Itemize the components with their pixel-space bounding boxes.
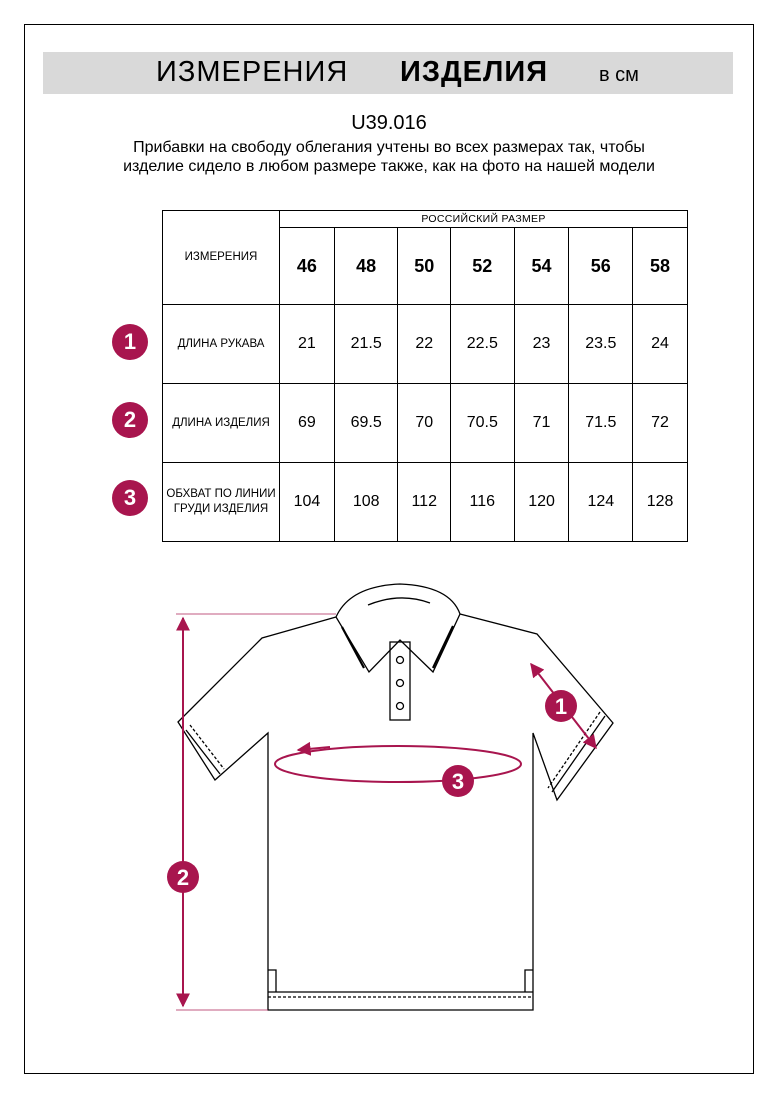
table-cell: 24 [633,305,688,384]
table-cell: 69.5 [334,384,398,463]
size-header: 58 [633,228,688,305]
marker-badge-2 [167,861,199,893]
table-cell: 120 [514,463,569,542]
fit-note: Прибавки на свободу облегания учтены во всех размерах так, чтобы изделие сидело в любом размере также, как на фото на нашей модели [123,139,655,175]
size-group-header: РОССИЙСКИЙ РАЗМЕР [280,211,688,228]
table-cell: 22.5 [450,305,514,384]
svg-text:3: 3 [451,769,465,794]
table-cell: 124 [569,463,633,542]
size-header: 46 [280,228,335,305]
table-cell: 72 [633,384,688,463]
size-header: 50 [398,228,451,305]
table-cell: 104 [280,463,335,542]
size-header: 56 [569,228,633,305]
row-number-badge: 2 [112,402,148,438]
marker-badge-3 [442,765,474,797]
table-cell: 116 [450,463,514,542]
table-cell: 71 [514,384,569,463]
table-cell: 21 [280,305,335,384]
size-header: 48 [334,228,398,305]
size-header: 54 [514,228,569,305]
table-cell: 70 [398,384,451,463]
shirt-outline [178,584,613,1010]
table-cell: 112 [398,463,451,542]
header-title-part1: ИЗМЕРЕНИЯ [156,56,349,88]
svg-text:1: 1 [554,694,568,719]
row-label: ОБХВАТ ПО ЛИНИИ ГРУДИ ИЗДЕЛИЯ [163,463,280,542]
marker-badge-1 [545,690,577,722]
row-label: ДЛИНА ИЗДЕЛИЯ [163,384,280,463]
header-unit: в см [599,64,639,86]
table-cell: 70.5 [450,384,514,463]
header-title-part2: ИЗДЕЛИЯ [400,56,549,88]
table-cell: 22 [398,305,451,384]
measure-header: ИЗМЕРЕНИЯ [163,211,280,305]
row-label: ДЛИНА РУКАВА [163,305,280,384]
size-header: 52 [450,228,514,305]
table-cell: 71.5 [569,384,633,463]
table-cell: 21.5 [334,305,398,384]
table-cell: 69 [280,384,335,463]
row-number-badge: 3 [112,480,148,516]
table-cell: 23.5 [569,305,633,384]
row-number-badge: 1 [112,324,148,360]
table-cell: 108 [334,463,398,542]
product-code: U39.016 [351,112,427,134]
table-cell: 128 [633,463,688,542]
table-cell: 23 [514,305,569,384]
svg-text:2: 2 [176,865,190,890]
